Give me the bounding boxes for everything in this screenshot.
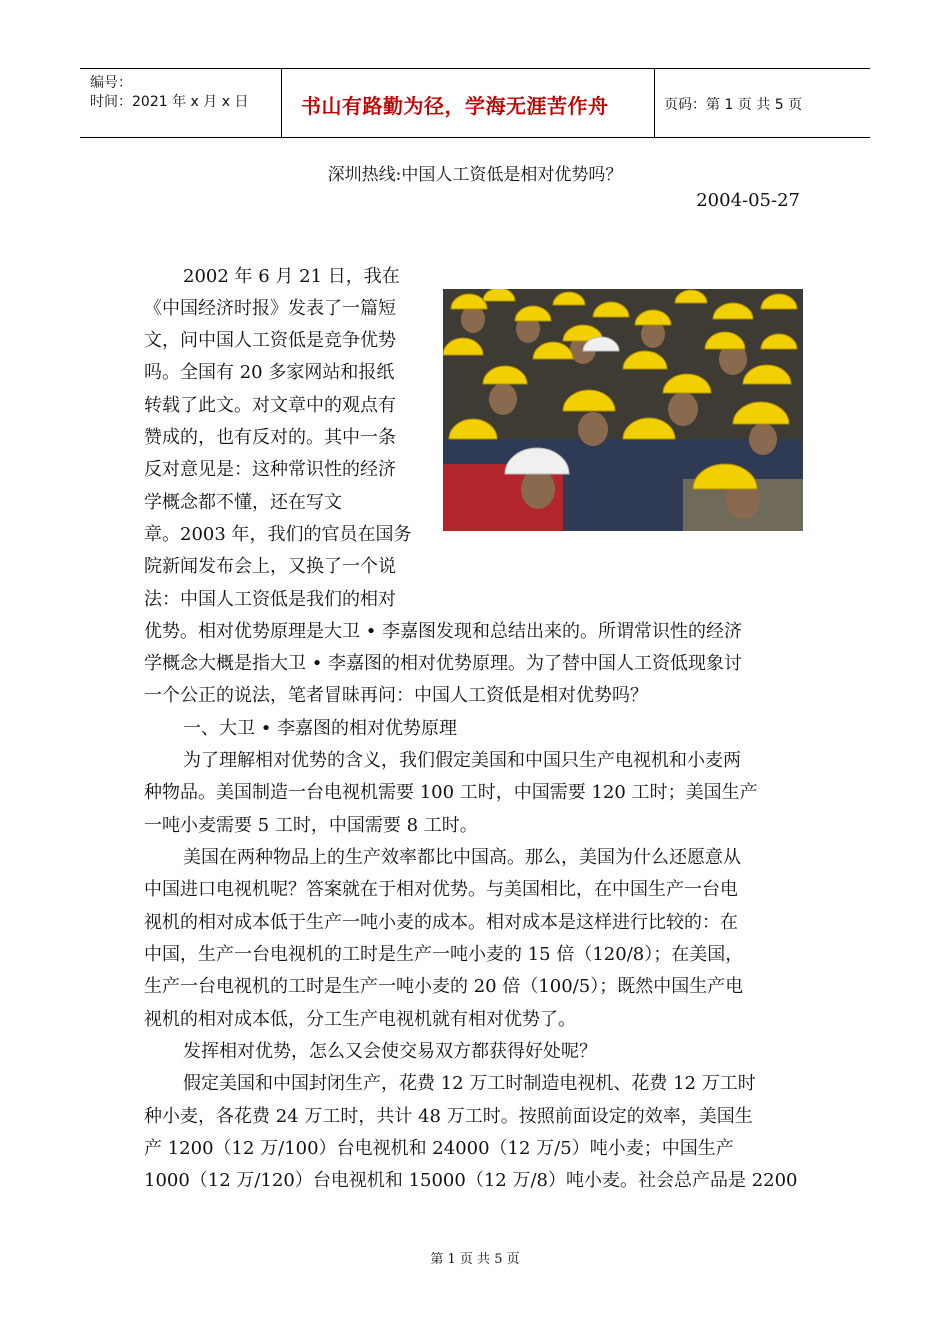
header-page-cell — [654, 69, 870, 137]
body-line: 章。2003 年，我们的官员在国务 — [144, 524, 412, 545]
article-date: 2004-05-27 — [696, 190, 800, 211]
body-line: 视机的相对成本低于生产一吨小麦的成本。相对成本是这样进行比较的：在 — [144, 912, 738, 933]
document-time-label: 时间：2021 年 x 月 x 日 — [90, 94, 249, 110]
header-meta-cell — [80, 69, 282, 137]
header-motto-cell — [281, 69, 655, 137]
body-line: 中国进口电视机呢？答案就在于相对优势。与美国相比，在中国生产一台电 — [144, 879, 738, 900]
body-line: 发挥相对优势，怎么又会使交易双方都获得好处呢？ — [183, 1041, 597, 1062]
body-line: 视机的相对成本低，分工生产电视机就有相对优势了。 — [144, 1009, 576, 1030]
header-motto: 书山有路勤为径，学海无涯苦作舟 — [301, 94, 609, 118]
article-title: 深圳热线:中国人工资低是相对优势吗？ — [327, 165, 623, 185]
workers-photo — [443, 289, 803, 531]
page-header — [80, 68, 870, 138]
body-line: 学概念大概是指大卫 • 李嘉图的相对优势原理。为了替中国人工资低现象讨 — [144, 653, 743, 674]
body-line: 吗。全国有 20 多家网站和报纸 — [144, 362, 395, 383]
body-line: 产 1200（12 万/100）台电视机和 24000（12 万/5）吨小麦；中国生产 — [144, 1138, 734, 1159]
body-line: 文，问中国人工资低是竞争优势 — [144, 330, 396, 351]
body-line: 美国在两种物品上的生产效率都比中国高。那么，美国为什么还愿意从 — [183, 847, 741, 868]
body-line: 赞成的，也有反对的。其中一条 — [144, 427, 396, 448]
body-line: 种物品。美国制造一台电视机需要 100 工时，中国需要 120 工时；美国生产 — [144, 782, 758, 803]
body-line: 法：中国人工资低是我们的相对 — [144, 589, 396, 610]
body-line: 2002 年 6 月 21 日，我在 — [183, 266, 400, 287]
body-line: 反对意见是：这种常识性的经济 — [144, 459, 396, 480]
body-line: 《中国经济时报》发表了一篇短 — [144, 298, 396, 319]
body-line: 1000（12 万/120）台电视机和 15000（12 万/8）吨小麦。社会总产品是 2200 — [144, 1170, 798, 1191]
header-page-code: 页码：第 1 页 共 5 页 — [664, 97, 803, 113]
body-line: 院新闻发布会上，又换了一个说 — [144, 556, 396, 577]
body-line: 学概念都不懂，还在写文 — [144, 492, 342, 513]
body-line: 为了理解相对优势的含义，我们假定美国和中国只生产电视机和小麦两 — [183, 750, 741, 771]
body-line: 生产一台电视机的工时是生产一吨小麦的 20 倍（100/5）；既然中国生产电 — [144, 976, 744, 997]
body-line: 中国，生产一台电视机的工时是生产一吨小麦的 15 倍（120/8）；在美国， — [144, 944, 744, 965]
body-line: 一吨小麦需要 5 工时，中国需要 8 工时。 — [144, 815, 478, 836]
body-line: 优势。相对优势原理是大卫 • 李嘉图发现和总结出来的。所谓常识性的经济 — [144, 621, 743, 642]
body-line: 假定美国和中国封闭生产，花费 12 万工时制造电视机、花费 12 万工时 — [183, 1073, 756, 1094]
section-heading: 一、大卫 • 李嘉图的相对优势原理 — [183, 718, 458, 739]
body-line: 转载了此文。对文章中的观点有 — [144, 395, 396, 416]
body-line: 一个公正的说法，笔者冒昧再问：中国人工资低是相对优势吗？ — [144, 685, 648, 706]
body-line: 种小麦，各花费 24 万工时，共计 48 万工时。按照前面设定的效率，美国生 — [144, 1106, 753, 1127]
page-footer: 第 1 页 共 5 页 — [430, 1252, 520, 1267]
document-number-label: 编号： — [90, 75, 132, 91]
